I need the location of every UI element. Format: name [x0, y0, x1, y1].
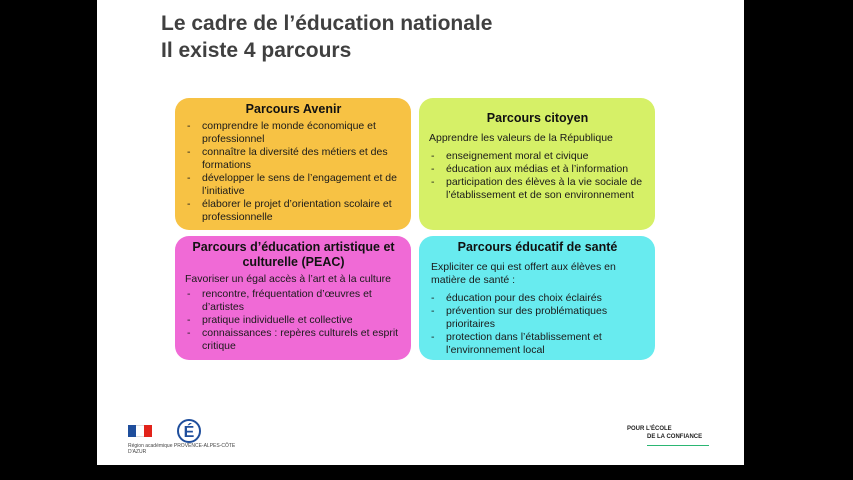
- parcours-sante-list: [429, 292, 646, 357]
- parcours-sante-intro: Expliciter ce qui est offert aux élèves en matière de santé :: [431, 261, 616, 286]
- parcours-peac-box: [175, 236, 411, 360]
- ecole-confiance-underline: [647, 445, 709, 446]
- republique-francaise-logo: [128, 425, 152, 437]
- slide: [97, 0, 744, 465]
- parcours-peac-intro: Favoriser un égal accès à l’art et à la culture: [185, 273, 392, 285]
- list-item: - connaître la diversité des métiers et des formations: [185, 146, 402, 172]
- list-item: - pratique individuelle et collective: [185, 314, 402, 327]
- list-item: - enseignement moral et civique: [429, 150, 646, 163]
- list-item: - comprendre le monde économique et professionnel: [185, 120, 402, 146]
- parcours-avenir-box: [175, 98, 411, 230]
- parcours-avenir-list: [185, 120, 402, 224]
- parcours-sante-box: [419, 236, 655, 360]
- parcours-citoyen-intro: Apprendre les valeurs de la République: [429, 132, 613, 144]
- list-item: - rencontre, fréquentation d’œuvres et d’artistes: [185, 288, 402, 314]
- title-line-2: Il existe 4 parcours: [161, 39, 352, 62]
- list-item: - éducation pour des choix éclairés: [429, 292, 646, 305]
- title-line-1: Le cadre de l’éducation nationale: [161, 12, 493, 35]
- academie-nice-logo: [174, 414, 202, 446]
- parcours-citoyen-title: Parcours citoyen: [486, 111, 589, 125]
- list-item: - prévention sur des problématiques prioritaires: [429, 305, 646, 331]
- list-item: - protection dans l’établissement et l’environnement local: [429, 331, 646, 357]
- list-item: - connaissances : repères culturels et esprit critique: [185, 327, 402, 353]
- parcours-avenir-title: Parcours Avenir: [245, 102, 342, 116]
- parcours-citoyen-box: [419, 98, 655, 230]
- list-item: - participation des élèves à la vie sociale de l’établissement et de son environnement: [429, 176, 646, 202]
- list-item: - élaborer le projet d’orientation scolaire et professionnelle: [185, 198, 402, 224]
- list-item: - développer le sens de l’engagement et de l’initiative: [185, 172, 402, 198]
- ecole-confiance-logo: [627, 425, 702, 441]
- svg-text:É: É: [183, 424, 195, 441]
- parcours-sante-title: Parcours éducatif de santé: [457, 240, 618, 254]
- parcours-peac-title: Parcours d’éducation artistique et culturelle (PEAC): [192, 240, 395, 269]
- region-academique-label: Région académique PROVENCE-ALPES-CÔTE D'AZUR: [128, 443, 236, 455]
- parcours-citoyen-list: [429, 150, 646, 202]
- parcours-peac-list: [185, 288, 402, 353]
- ecole-confiance-line-1: POUR L’ÉCOLE: [627, 426, 672, 432]
- footer-logos: [128, 414, 236, 456]
- list-item: - éducation aux médias et à l’information: [429, 163, 646, 176]
- slide-title: [161, 10, 492, 64]
- ecole-confiance-line-2: DE LA CONFIANCE: [647, 434, 703, 440]
